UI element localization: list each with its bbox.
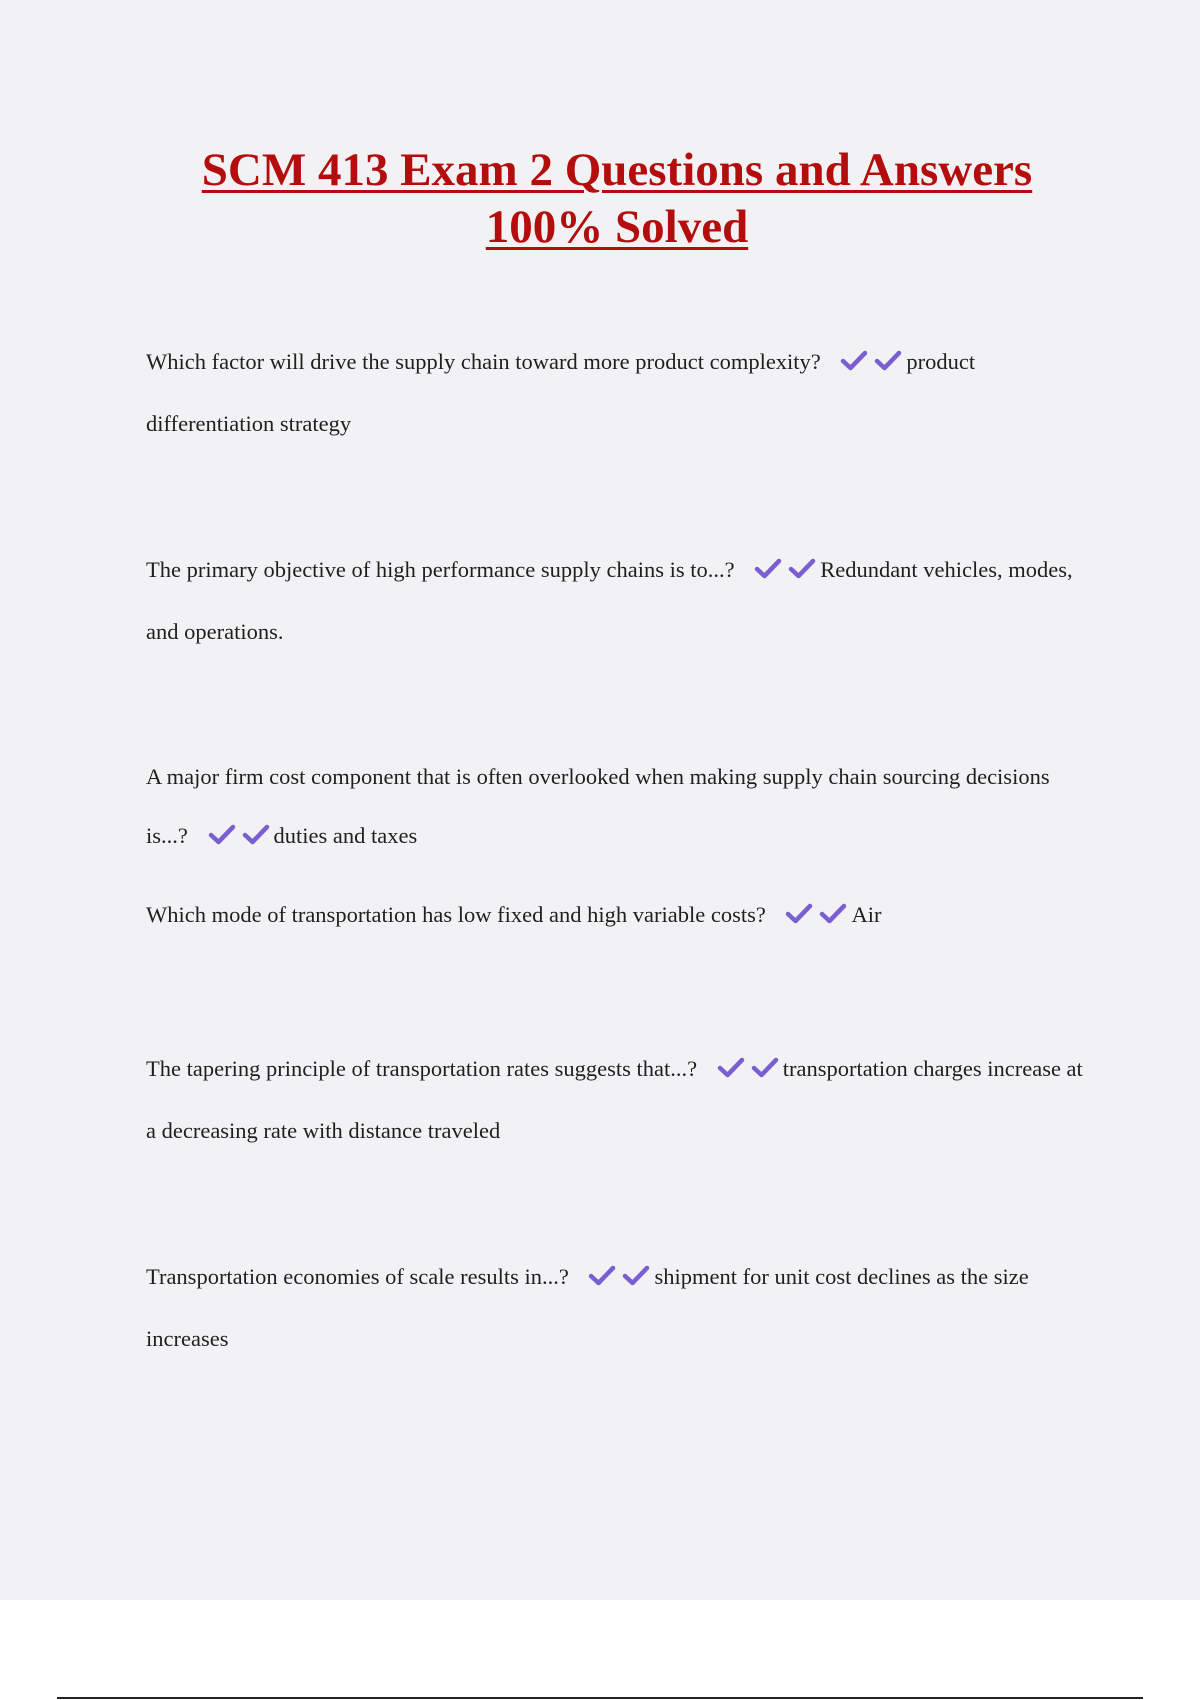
qa-item-3 (146, 747, 1096, 868)
double-checkmark-icon (785, 888, 847, 947)
question-text: The tapering principle of transportation rates suggests that...? (146, 1056, 698, 1081)
document-title (0, 142, 1200, 256)
checkmark-icon (819, 903, 847, 925)
answer-text: product differentiation strategy (146, 349, 976, 436)
title-line-2: 100% Solved (485, 201, 749, 253)
qa-item-1 (146, 332, 1096, 453)
double-checkmark-icon (208, 809, 270, 868)
checkmark-icon (874, 350, 902, 372)
question-text: The primary objective of high performance supply chains is to...? (146, 557, 735, 582)
question-text: Which mode of transportation has low fixed and high variable costs? (146, 902, 766, 927)
question-text: Transportation economies of scale results in...? (146, 1264, 569, 1289)
answer-text: shipment for unit cost declines as the size increases (146, 1264, 1029, 1351)
checkmark-icon (622, 1265, 650, 1287)
title-line-1: SCM 413 Exam 2 Questions and Answers (201, 144, 1033, 196)
question-text: Which factor will drive the supply chain toward more product complexity? (146, 349, 821, 374)
checkmark-icon (717, 1057, 745, 1079)
checkmark-icon (788, 558, 816, 580)
footer-divider (57, 1697, 1143, 1699)
double-checkmark-icon (588, 1250, 650, 1309)
checkmark-icon (208, 824, 236, 846)
checkmark-icon (754, 558, 782, 580)
answer-text: duties and taxes (273, 823, 418, 848)
double-checkmark-icon (840, 335, 902, 394)
qa-item-5 (146, 1039, 1096, 1160)
qa-item-6 (146, 1247, 1096, 1368)
qa-item-4 (146, 885, 1096, 947)
checkmark-icon (840, 350, 868, 372)
double-checkmark-icon (754, 543, 816, 602)
checkmark-icon (785, 903, 813, 925)
answer-text: Redundant vehicles, modes, and operations. (146, 557, 1073, 644)
double-checkmark-icon (717, 1042, 779, 1101)
checkmark-icon (588, 1265, 616, 1287)
answer-text: transportation charges increase at a decreasing rate with distance traveled (146, 1056, 1083, 1143)
answer-text: Air (851, 902, 882, 927)
checkmark-icon (751, 1057, 779, 1079)
checkmark-icon (242, 824, 270, 846)
question-text: A major firm cost component that is often overlooked when making supply chain sourcing decisions is...? (146, 764, 1050, 848)
qa-item-2 (146, 540, 1096, 661)
